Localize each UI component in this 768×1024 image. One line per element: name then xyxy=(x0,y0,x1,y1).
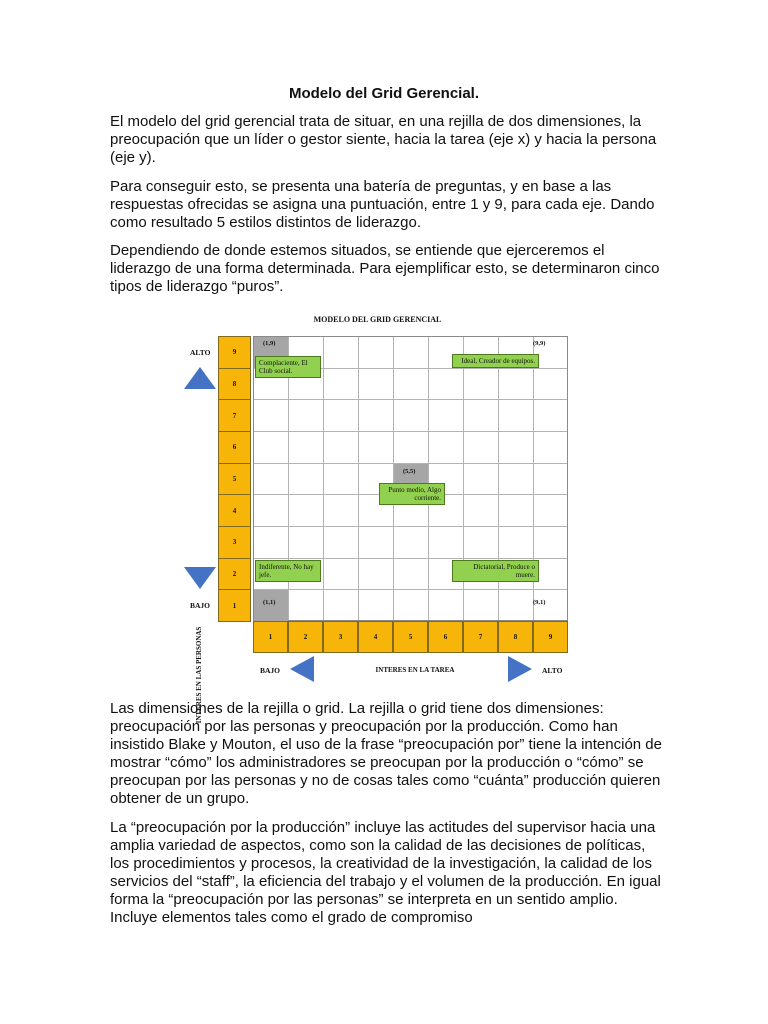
y-tick-9: 9 xyxy=(218,336,251,369)
style-coord: (5,5) xyxy=(403,467,416,475)
y-tick-7: 7 xyxy=(218,399,251,432)
style-coord: (1,9) xyxy=(263,340,276,347)
style-callout: Dictatorial, Produce o muere. xyxy=(452,560,539,582)
x-tick-2: 2 xyxy=(288,621,323,653)
grid-area xyxy=(253,336,568,621)
grid-vline xyxy=(428,337,429,620)
y-axis-label: INTERES EN LAS PERSONAS xyxy=(195,626,203,724)
y-tick-6: 6 xyxy=(218,431,251,464)
y-tick-8: 8 xyxy=(218,368,251,401)
grid-hline xyxy=(254,558,567,559)
grid-vline xyxy=(358,337,359,620)
arrow-up-icon xyxy=(184,367,216,389)
x-tick-5: 5 xyxy=(393,621,428,653)
grid-hline xyxy=(254,431,567,432)
x-axis-label: INTERES EN LA TAREA xyxy=(375,666,455,674)
style-callout: Ideal, Creador de equipos. xyxy=(452,354,539,368)
grid-hline xyxy=(254,526,567,527)
x-tick-8: 8 xyxy=(498,621,533,653)
arrow-left-icon xyxy=(290,656,314,682)
style-callout: Complaciente, El Club social. xyxy=(255,356,321,378)
paragraph-1: El modelo del grid gerencial trata de situar, en una rejilla de dos dimensiones, la preocupación que un líder o gestor siente, hacia la tarea (eje x) y hacia la persona (eje y). xyxy=(110,113,657,166)
x-high-label: ALTO xyxy=(542,666,563,675)
y-tick-2: 2 xyxy=(218,558,251,591)
style-coord: (9,9) xyxy=(533,340,546,347)
style-coord: (9,1) xyxy=(533,599,546,607)
x-tick-9: 9 xyxy=(533,621,568,653)
paragraph-2: Para conseguir esto, se presenta una batería de preguntas, y en base a las respuestas ofrecidas se asigna una puntuación, entre 1 y 9, para cada eje. Dando como resultado 5 estilos distintos de liderazgo. xyxy=(110,178,655,231)
arrow-right-icon xyxy=(508,656,532,682)
x-tick-7: 7 xyxy=(463,621,498,653)
style-coord: (1,1) xyxy=(263,599,276,607)
y-tick-3: 3 xyxy=(218,526,251,559)
y-tick-4: 4 xyxy=(218,494,251,527)
x-tick-4: 4 xyxy=(358,621,393,653)
x-low-label: BAJO xyxy=(260,666,281,675)
y-low-label: BAJO xyxy=(190,601,211,610)
document-title: Modelo del Grid Gerencial. xyxy=(288,85,480,102)
y-tick-5: 5 xyxy=(218,463,251,496)
style-callout: Punto medio, Algo corriente. xyxy=(379,483,445,505)
y-high-label: ALTO xyxy=(190,348,211,357)
figure-title: MODELO DEL GRID GERENCIAL xyxy=(313,315,442,324)
y-tick-1: 1 xyxy=(218,589,251,622)
x-tick-1: 1 xyxy=(253,621,288,653)
grid-hline xyxy=(254,589,567,590)
style-callout: Indiferente, No hay jefe. xyxy=(255,560,321,582)
paragraph-3: Dependiendo de donde estemos situados, se entiende que ejerceremos el liderazgo de una forma determinada. Para ejemplificar esto, se determinaron cinco tipos de liderazgo “puros”. xyxy=(110,242,660,295)
grid-gerencial-figure xyxy=(175,305,580,724)
x-tick-3: 3 xyxy=(323,621,358,653)
grid-vline xyxy=(323,337,324,620)
x-tick-6: 6 xyxy=(428,621,463,653)
paragraph-4: Las dimensiones de la rejilla o grid. La rejilla o grid tiene dos dimensiones: preocupación por las personas y preocupación por la producción. Como han insistido Blake y Mouton, el uso de la frase “preocupación por” tiene la intención de mostrar “cómo” los administradores se preocupan por la producción o “cómo” se preocupan por las personas y no de cosas tales como “cuánta” producción quieren obtener de un grupo. xyxy=(110,700,662,807)
grid-hline xyxy=(254,399,567,400)
arrow-down-icon xyxy=(184,567,216,589)
paragraph-5: La “preocupación por la producción” incluye las actitudes del supervisor hacia una amplia variedad de aspectos, como son la calidad de las decisiones de políticas, los procedimientos y procesos, la creatividad de la investigación, la calidad de los servicios del “staff”, la eficiencia del trabajo y el volumen de la producción. En igual forma la “preocupación por las personas” se interpreta en un sentido amplio. Incluye elementos tales como el grado de compromiso xyxy=(110,819,661,926)
